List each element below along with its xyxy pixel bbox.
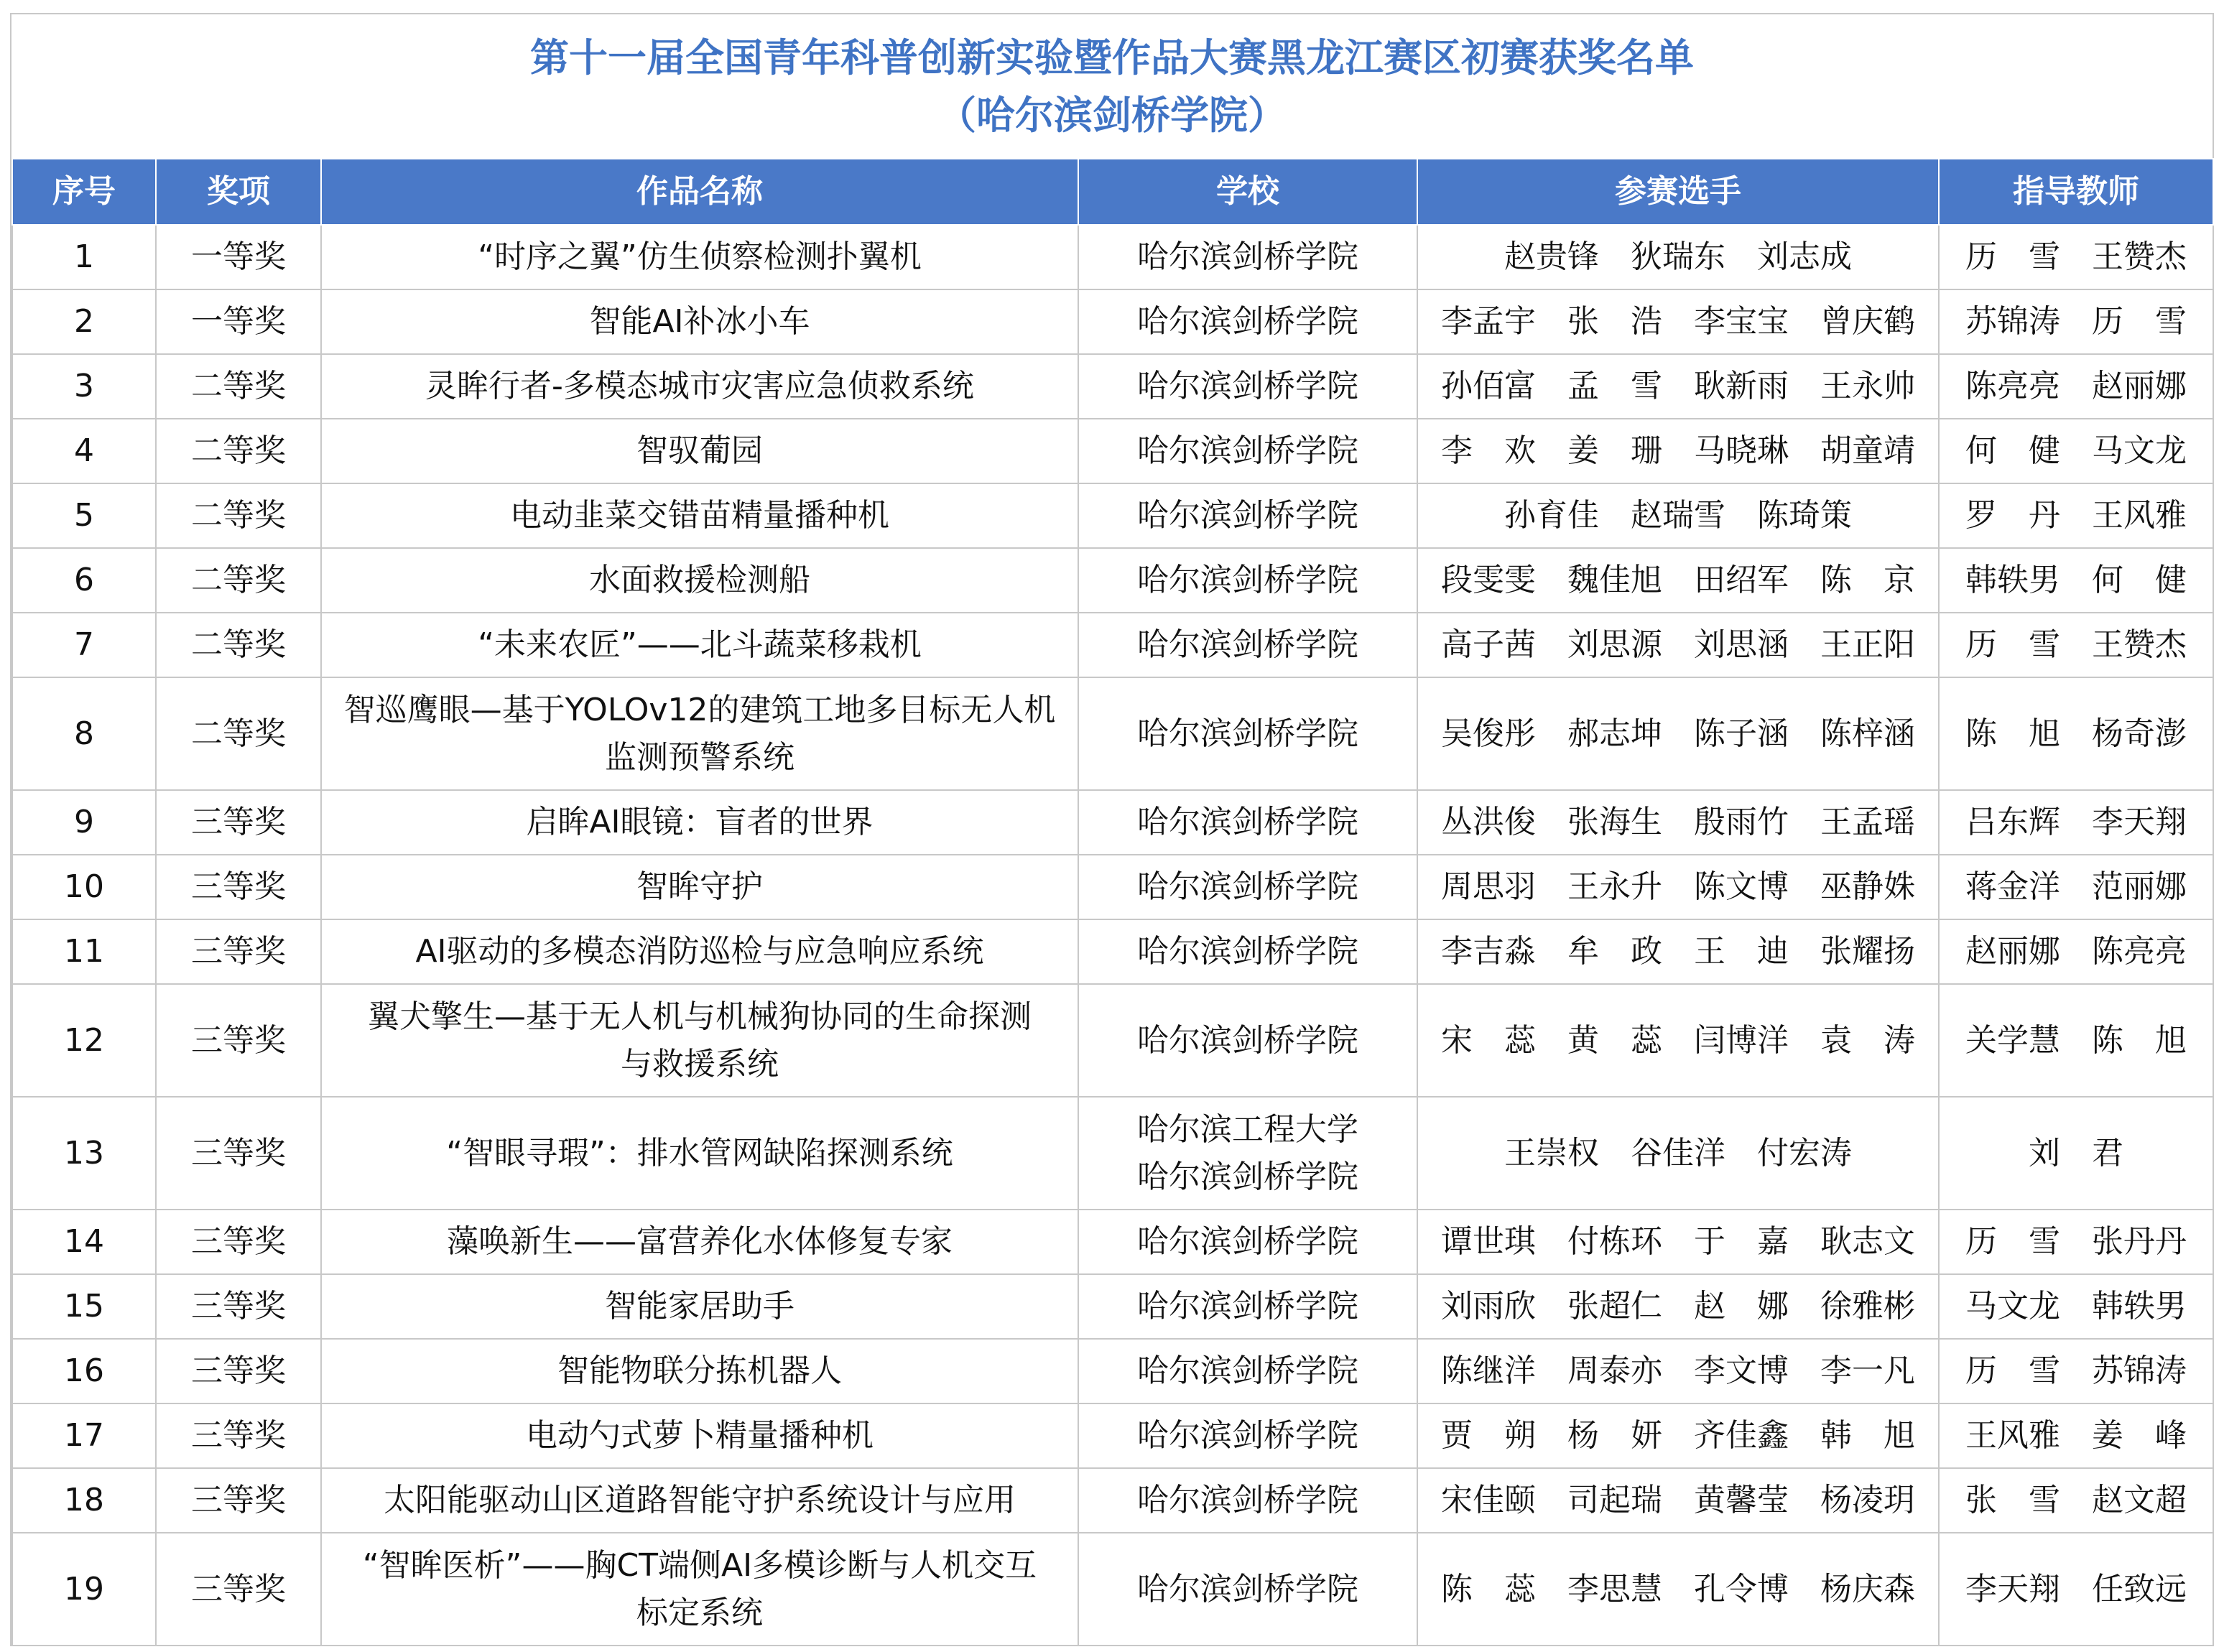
cell-work-name xyxy=(321,613,1078,677)
cell-school xyxy=(1078,354,1417,419)
awards-table xyxy=(11,158,2214,1646)
cell-school xyxy=(1078,790,1417,855)
cell-index: 6 xyxy=(12,548,156,613)
cell-school xyxy=(1078,548,1417,613)
cell-school xyxy=(1078,919,1417,984)
school-name-line: 哈尔滨剑桥学院 xyxy=(1137,368,1358,404)
table-header-row xyxy=(12,159,2213,225)
work-name-line: “智眼寻瑕”：排水管网缺陷探测系统 xyxy=(446,1134,953,1171)
cell-participants: 陈继洋 周泰亦 李文博 李一凡 xyxy=(1417,1339,1939,1403)
cell-school xyxy=(1078,1210,1417,1274)
table-row xyxy=(12,225,2213,289)
work-name-line: 智眸守护 xyxy=(636,868,763,905)
table-row xyxy=(12,1274,2213,1339)
table-row xyxy=(12,677,2213,790)
cell-teachers: 罗 丹 王风雅 xyxy=(1939,483,2213,548)
cell-index: 4 xyxy=(12,419,156,483)
school-name-line: 哈尔滨剑桥学院 xyxy=(1137,1352,1358,1389)
cell-work-name xyxy=(321,419,1078,483)
cell-award: 三等奖 xyxy=(156,1097,321,1210)
cell-work-name xyxy=(321,289,1078,354)
cell-index: 1 xyxy=(12,225,156,289)
header-school: 学校 xyxy=(1078,159,1417,225)
cell-award: 三等奖 xyxy=(156,919,321,984)
table-row xyxy=(12,419,2213,483)
cell-participants: 刘雨欣 张超仁 赵 娜 徐雅彬 xyxy=(1417,1274,1939,1339)
cell-school xyxy=(1078,483,1417,548)
work-name-line: 灵眸行者-多模态城市灾害应急侦救系统 xyxy=(425,368,974,404)
cell-work-name xyxy=(321,1339,1078,1403)
cell-award: 二等奖 xyxy=(156,677,321,790)
school-name-line: 哈尔滨剑桥学院 xyxy=(1137,497,1358,534)
school-name-line: 哈尔滨剑桥学院 xyxy=(1137,1223,1358,1260)
cell-award: 二等奖 xyxy=(156,354,321,419)
school-name-line: 哈尔滨剑桥学院 xyxy=(1137,626,1358,663)
table-row xyxy=(12,548,2213,613)
cell-school xyxy=(1078,677,1417,790)
cell-work-name xyxy=(321,1097,1078,1210)
cell-index: 7 xyxy=(12,613,156,677)
cell-participants: 赵贵锋 狄瑞东 刘志成 xyxy=(1417,225,1939,289)
cell-teachers: 王风雅 姜 峰 xyxy=(1939,1403,2213,1468)
cell-participants: 段雯雯 魏佳旭 田绍军 陈 京 xyxy=(1417,548,1939,613)
cell-award: 三等奖 xyxy=(156,855,321,919)
cell-work-name xyxy=(321,1210,1078,1274)
cell-index: 16 xyxy=(12,1339,156,1403)
cell-school xyxy=(1078,1403,1417,1468)
table-row xyxy=(12,984,2213,1097)
cell-school xyxy=(1078,419,1417,483)
cell-index: 3 xyxy=(12,354,156,419)
work-name-line: AI驱动的多模态消防巡检与应急响应系统 xyxy=(415,933,984,970)
cell-participants: 贾 朔 杨 妍 齐佳鑫 韩 旭 xyxy=(1417,1403,1939,1468)
school-name-line: 哈尔滨剑桥学院 xyxy=(1137,868,1358,905)
work-name-line: “时序之翼”仿生侦察检测扑翼机 xyxy=(478,238,922,275)
table-row xyxy=(12,1339,2213,1403)
cell-teachers: 张 雪 赵文超 xyxy=(1939,1468,2213,1533)
award-list-sheet xyxy=(10,13,2214,1646)
cell-award: 三等奖 xyxy=(156,1210,321,1274)
cell-award: 二等奖 xyxy=(156,483,321,548)
work-name-line: 水面救援检测船 xyxy=(589,562,810,598)
cell-award: 二等奖 xyxy=(156,613,321,677)
cell-teachers: 刘 君 xyxy=(1939,1097,2213,1210)
cell-teachers: 何 健 马文龙 xyxy=(1939,419,2213,483)
table-row xyxy=(12,1403,2213,1468)
work-name-line: 监测预警系统 xyxy=(605,738,794,776)
cell-teachers: 历 雪 张丹丹 xyxy=(1939,1210,2213,1274)
cell-work-name xyxy=(321,984,1078,1097)
work-name-line: 电动韭菜交错苗精量播种机 xyxy=(510,497,889,534)
school-name-line: 哈尔滨剑桥学院 xyxy=(1137,1482,1358,1518)
header-work: 作品名称 xyxy=(321,159,1078,225)
table-row xyxy=(12,1468,2213,1533)
cell-teachers: 历 雪 王赞杰 xyxy=(1939,613,2213,677)
work-name-line: “智眸医析”——胸CT端侧AI多模诊断与人机交互 xyxy=(362,1546,1037,1584)
cell-teachers: 吕东辉 李天翔 xyxy=(1939,790,2213,855)
cell-work-name xyxy=(321,677,1078,790)
work-name-line: 翼犬擎生—基于无人机与机械狗协同的生命探测 xyxy=(368,998,1032,1035)
cell-index: 14 xyxy=(12,1210,156,1274)
cell-award: 三等奖 xyxy=(156,984,321,1097)
work-name-line: 与救援系统 xyxy=(621,1045,779,1082)
work-name-line: 智能物联分拣机器人 xyxy=(557,1352,842,1389)
school-name-line: 哈尔滨剑桥学院 xyxy=(1137,933,1358,970)
table-row xyxy=(12,790,2213,855)
table-row xyxy=(12,1533,2213,1646)
table-row xyxy=(12,613,2213,677)
cell-award: 一等奖 xyxy=(156,225,321,289)
school-name-line: 哈尔滨剑桥学院 xyxy=(1137,432,1358,469)
cell-teachers: 陈亮亮 赵丽娜 xyxy=(1939,354,2213,419)
cell-school xyxy=(1078,225,1417,289)
school-name-line: 哈尔滨剑桥学院 xyxy=(1137,1158,1358,1195)
cell-index: 15 xyxy=(12,1274,156,1339)
cell-award: 一等奖 xyxy=(156,289,321,354)
cell-work-name xyxy=(321,225,1078,289)
cell-participants: 宋 蕊 黄 蕊 闫博洋 袁 涛 xyxy=(1417,984,1939,1097)
cell-participants: 丛洪俊 张海生 殷雨竹 王孟瑶 xyxy=(1417,790,1939,855)
table-row xyxy=(12,919,2213,984)
title-block xyxy=(11,14,2213,158)
cell-participants: 孙佰富 孟 雪 耿新雨 王永帅 xyxy=(1417,354,1939,419)
cell-school xyxy=(1078,613,1417,677)
work-name-line: 藻唤新生——富营养化水体修复专家 xyxy=(447,1223,953,1260)
school-name-line: 哈尔滨剑桥学院 xyxy=(1137,562,1358,598)
cell-school xyxy=(1078,1097,1417,1210)
work-name-line: “未来农匠”——北斗蔬菜移栽机 xyxy=(478,626,922,663)
cell-participants: 谭世琪 付栋环 于 嘉 耿志文 xyxy=(1417,1210,1939,1274)
cell-school xyxy=(1078,855,1417,919)
cell-teachers: 关学慧 陈 旭 xyxy=(1939,984,2213,1097)
work-name-line: 电动勺式萝卜精量播种机 xyxy=(526,1417,874,1454)
cell-work-name xyxy=(321,919,1078,984)
cell-teachers: 苏锦涛 历 雪 xyxy=(1939,289,2213,354)
cell-award: 三等奖 xyxy=(156,790,321,855)
work-name-line: 太阳能驱动山区道路智能守护系统设计与应用 xyxy=(384,1482,1016,1518)
cell-participants: 宋佳颐 司起瑞 黄馨莹 杨凌玥 xyxy=(1417,1468,1939,1533)
cell-award: 二等奖 xyxy=(156,419,321,483)
cell-participants: 孙育佳 赵瑞雪 陈琦策 xyxy=(1417,483,1939,548)
school-name-line: 哈尔滨剑桥学院 xyxy=(1137,238,1358,275)
cell-participants: 李 欢 姜 珊 马晓琳 胡童靖 xyxy=(1417,419,1939,483)
cell-index: 13 xyxy=(12,1097,156,1210)
cell-work-name xyxy=(321,790,1078,855)
cell-award: 三等奖 xyxy=(156,1274,321,1339)
cell-index: 11 xyxy=(12,919,156,984)
cell-award: 三等奖 xyxy=(156,1339,321,1403)
cell-work-name xyxy=(321,483,1078,548)
cell-participants: 王崇权 谷佳洋 付宏涛 xyxy=(1417,1097,1939,1210)
school-name-line: 哈尔滨剑桥学院 xyxy=(1137,303,1358,340)
table-row xyxy=(12,855,2213,919)
cell-index: 9 xyxy=(12,790,156,855)
cell-participants: 李孟宇 张 浩 李宝宝 曾庆鹤 xyxy=(1417,289,1939,354)
school-name-line: 哈尔滨剑桥学院 xyxy=(1137,1417,1358,1454)
page-title: 第十一届全国青年科普创新实验暨作品大赛黑龙江赛区初赛获奖名单 xyxy=(530,35,1694,80)
table-body xyxy=(12,225,2213,1646)
cell-teachers: 赵丽娜 陈亮亮 xyxy=(1939,919,2213,984)
cell-index: 10 xyxy=(12,855,156,919)
work-name-line: 智巡鹰眼—基于YOLOv12的建筑工地多目标无人机 xyxy=(343,691,1056,728)
cell-work-name xyxy=(321,1468,1078,1533)
cell-index: 5 xyxy=(12,483,156,548)
cell-work-name xyxy=(321,1403,1078,1468)
header-index: 序号 xyxy=(12,159,156,225)
cell-participants: 吴俊彤 郝志坤 陈子涵 陈梓涵 xyxy=(1417,677,1939,790)
cell-award: 三等奖 xyxy=(156,1533,321,1646)
table-row xyxy=(12,354,2213,419)
header-award: 奖项 xyxy=(156,159,321,225)
cell-index: 12 xyxy=(12,984,156,1097)
cell-school xyxy=(1078,984,1417,1097)
header-teachers: 指导教师 xyxy=(1939,159,2213,225)
cell-participants: 陈 蕊 李思慧 孔令博 杨庆森 xyxy=(1417,1533,1939,1646)
cell-work-name xyxy=(321,855,1078,919)
cell-participants: 高子茜 刘思源 刘思涵 王正阳 xyxy=(1417,613,1939,677)
cell-teachers: 历 雪 苏锦涛 xyxy=(1939,1339,2213,1403)
cell-work-name xyxy=(321,1533,1078,1646)
cell-work-name xyxy=(321,1274,1078,1339)
cell-school xyxy=(1078,1274,1417,1339)
cell-award: 二等奖 xyxy=(156,548,321,613)
cell-index: 18 xyxy=(12,1468,156,1533)
table-row xyxy=(12,483,2213,548)
school-name-line: 哈尔滨剑桥学院 xyxy=(1137,1570,1358,1607)
work-name-line: 智能AI补冰小车 xyxy=(589,303,810,340)
cell-teachers: 韩轶男 何 健 xyxy=(1939,548,2213,613)
cell-participants: 李吉淼 牟 政 王 迪 张耀扬 xyxy=(1417,919,1939,984)
cell-participants: 周思羽 王永升 陈文博 巫静姝 xyxy=(1417,855,1939,919)
cell-index: 17 xyxy=(12,1403,156,1468)
cell-school xyxy=(1078,289,1417,354)
table-row xyxy=(12,1097,2213,1210)
table-row xyxy=(12,1210,2213,1274)
school-name-line: 哈尔滨工程大学 xyxy=(1137,1110,1358,1148)
school-name-line: 哈尔滨剑桥学院 xyxy=(1137,1021,1358,1059)
cell-school xyxy=(1078,1468,1417,1533)
work-name-line: 启眸AI眼镜：盲者的世界 xyxy=(526,804,874,840)
table-row xyxy=(12,289,2213,354)
work-name-line: 标定系统 xyxy=(636,1594,763,1631)
cell-award: 三等奖 xyxy=(156,1468,321,1533)
header-participants: 参赛选手 xyxy=(1417,159,1939,225)
cell-index: 19 xyxy=(12,1533,156,1646)
school-name-line: 哈尔滨剑桥学院 xyxy=(1137,1288,1358,1324)
cell-work-name xyxy=(321,354,1078,419)
cell-work-name xyxy=(321,548,1078,613)
cell-index: 8 xyxy=(12,677,156,790)
cell-index: 2 xyxy=(12,289,156,354)
cell-award: 三等奖 xyxy=(156,1403,321,1468)
cell-teachers: 蒋金洋 范丽娜 xyxy=(1939,855,2213,919)
work-name-line: 智能家居助手 xyxy=(605,1288,794,1324)
page-subtitle: （哈尔滨剑桥学院） xyxy=(937,93,1287,138)
cell-teachers: 历 雪 王赞杰 xyxy=(1939,225,2213,289)
cell-school xyxy=(1078,1533,1417,1646)
school-name-line: 哈尔滨剑桥学院 xyxy=(1137,715,1358,752)
work-name-line: 智驭葡园 xyxy=(636,432,763,469)
cell-teachers: 李天翔 任致远 xyxy=(1939,1533,2213,1646)
school-name-line: 哈尔滨剑桥学院 xyxy=(1137,804,1358,840)
cell-teachers: 陈 旭 杨奇澎 xyxy=(1939,677,2213,790)
cell-school xyxy=(1078,1339,1417,1403)
cell-teachers: 马文龙 韩轶男 xyxy=(1939,1274,2213,1339)
